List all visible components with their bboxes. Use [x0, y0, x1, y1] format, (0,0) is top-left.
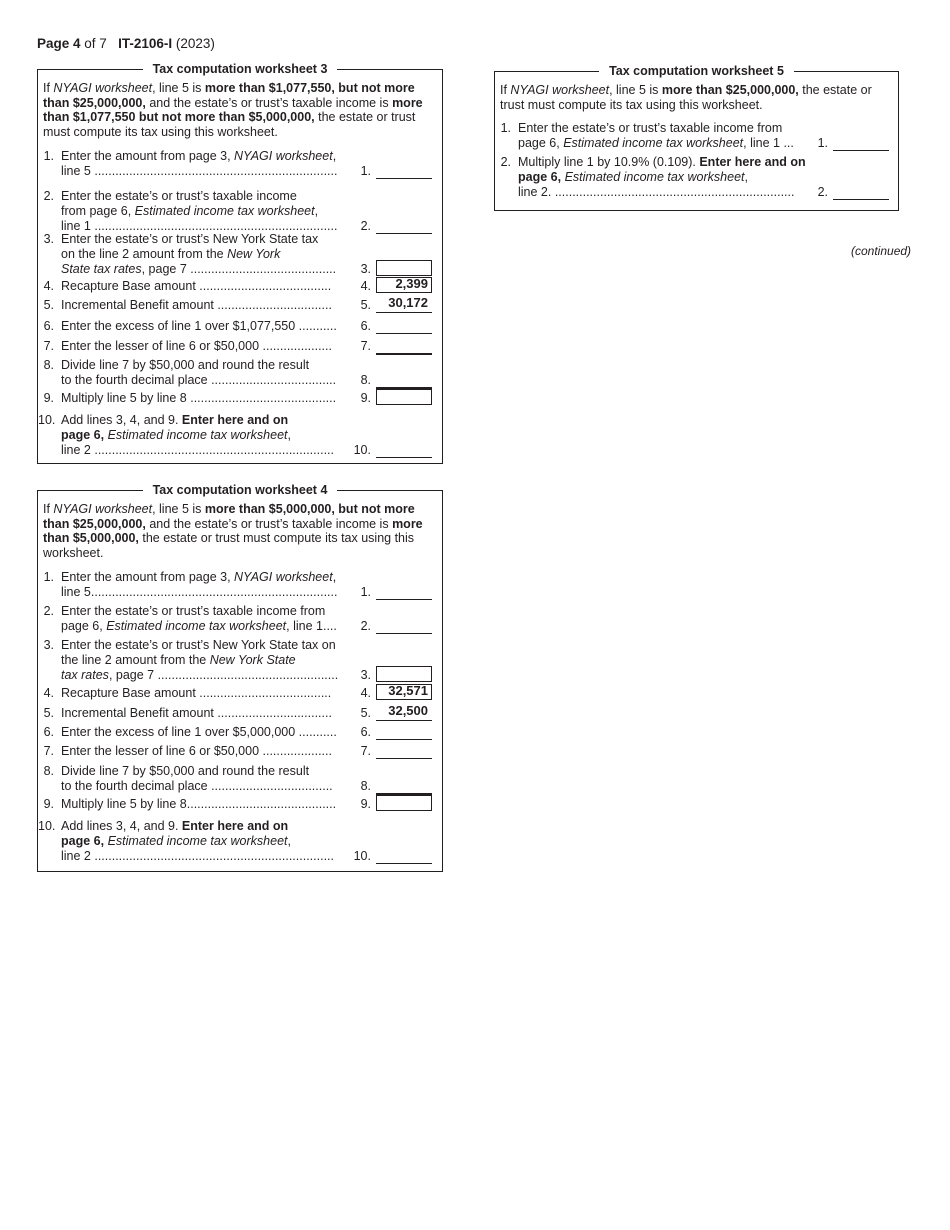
line-text-run: Enter the amount from page 3, — [61, 149, 235, 163]
line-number: 2. — [500, 155, 511, 169]
intro-text-run: the estate or trust must compute its tax using this worksheet. — [43, 531, 415, 560]
line-text — [61, 706, 332, 721]
amount-field[interactable] — [376, 720, 432, 721]
amount-field[interactable] — [376, 739, 432, 740]
line-number: 1. — [43, 149, 54, 163]
amount-field[interactable] — [833, 150, 889, 151]
line-number: 4. — [43, 279, 54, 293]
line-text-run: Recapture Base amount ...................................... — [61, 279, 332, 293]
line-label: 2. — [360, 218, 371, 233]
line-text — [61, 779, 333, 794]
line-text-run: Recapture Base amount ...................................... — [61, 686, 332, 700]
line-label: 8. — [360, 778, 371, 793]
line-text-run: Divide line 7 by $50,000 and round the result — [61, 358, 310, 372]
worksheet-4-title-bar — [38, 483, 442, 497]
form-year: (2023) — [172, 36, 215, 51]
line-number: 6. — [43, 319, 54, 333]
line-label: 6. — [360, 319, 371, 333]
worksheet-5-intro — [500, 83, 894, 112]
line-text-run: Enter the amount from page 3, — [61, 570, 235, 584]
line-text-run: , line 1.... — [286, 618, 337, 633]
line-number: 3. — [43, 638, 54, 652]
line-text-run: to the fourth decimal place .................................... — [61, 372, 337, 387]
amount-box[interactable] — [376, 260, 432, 276]
line-text-run: page 6, — [61, 833, 105, 848]
line-text-run: page 6, — [61, 427, 105, 442]
line-label: 8. — [360, 372, 371, 387]
line-label: 9. — [360, 797, 371, 811]
line-text-run: page 6, — [518, 169, 562, 184]
amount-value: 30,172 — [388, 295, 428, 310]
line-text-run: Multiply line 5 by line 8........................................... — [61, 797, 337, 811]
line-number: 9. — [43, 797, 54, 811]
intro-text-run: NYAGI worksheet — [510, 83, 610, 97]
line-text-run: NYAGI worksheet — [234, 570, 333, 584]
line-label: 9. — [360, 391, 371, 405]
line-text — [61, 443, 334, 458]
intro-text-run: If — [500, 83, 511, 97]
line-text-run: Multiply line 5 by line 8 .......................................... — [61, 391, 337, 405]
line-text-run: , — [314, 203, 319, 218]
line-label: 3. — [360, 261, 371, 276]
amount-box[interactable] — [376, 795, 432, 811]
amount-field[interactable] — [376, 233, 432, 234]
line-text-run: Enter the estate’s or trust’s taxable income from — [518, 121, 783, 135]
continued-note: (continued) — [851, 244, 912, 258]
line-text-run: line 2 ..................................................................... — [61, 848, 334, 863]
amount-box[interactable] — [376, 389, 432, 405]
intro-text-run: more than $5,000,000, — [43, 516, 423, 546]
line-number: 7. — [43, 744, 54, 758]
line-text-run: , — [332, 149, 337, 163]
line-number: 8. — [43, 358, 54, 372]
line-text — [61, 834, 291, 849]
line-text-run: line 1 ...................................................................... — [61, 218, 338, 233]
line-text-run: , — [744, 169, 748, 184]
line-text-run: , — [287, 427, 291, 442]
line-text-run: Estimated income tax worksheet — [564, 169, 745, 184]
line-text-run: Add lines 3, 4, and 9. — [61, 819, 182, 833]
intro-text-run: If — [43, 81, 54, 95]
amount-field[interactable] — [376, 863, 432, 864]
line-text-run: Add lines 3, 4, and 9. — [61, 413, 182, 427]
line-text-run: Enter the lesser of line 6 or $50,000 .................... — [61, 744, 332, 758]
line-text — [61, 358, 309, 373]
intro-text-run: , line 5 is — [609, 83, 662, 97]
intro-text-run: and the estate’s or trust’s taxable income is — [145, 95, 393, 110]
line-text-run: NYAGI worksheet — [234, 149, 333, 163]
page-total: of 7 — [80, 36, 107, 51]
line-label: 7. — [360, 744, 371, 758]
line-text — [61, 189, 297, 204]
line-text — [61, 428, 291, 443]
amount-value: 32,500 — [388, 703, 428, 718]
amount-value: 2,399 — [395, 276, 428, 291]
line-text-run: , — [287, 833, 291, 848]
intro-text-run: more than $5,000,000, but not more than $25,000,000, — [43, 502, 415, 531]
tax-worksheet-5 — [494, 64, 899, 211]
intro-text-run: and the estate’s or trust’s taxable income is — [145, 516, 393, 531]
line-text — [61, 797, 336, 812]
line-text — [61, 604, 325, 619]
line-label: 6. — [360, 725, 371, 739]
line-label: 5. — [360, 706, 371, 720]
line-text — [61, 570, 336, 585]
line-label: 5. — [360, 298, 371, 312]
intro-text-run: more than $1,077,550 but not more than $5,000,000, — [43, 95, 423, 125]
line-text — [61, 668, 338, 683]
line-text-run: Enter here and on — [699, 155, 806, 169]
intro-text-run: If — [43, 502, 54, 516]
line-text-run: New York State — [209, 652, 296, 667]
line-text-run: Estimated income tax worksheet — [107, 833, 288, 848]
intro-text-run: the estate or trust must compute its tax using this worksheet. — [500, 83, 872, 112]
line-text-run: Multiply line 1 by 10.9% (0.109). — [518, 155, 700, 169]
worksheet-5-title: Tax computation worksheet 5 — [599, 64, 794, 78]
line-text — [61, 373, 336, 388]
line-text-run: Enter the estate’s or trust’s New York State tax on — [61, 638, 336, 652]
line-text-run: on the line 2 amount from the — [61, 246, 228, 261]
intro-text-run: the estate or trust must compute its tax using this worksheet. — [43, 110, 416, 139]
line-number: 7. — [43, 339, 54, 353]
line-number: 9. — [43, 391, 54, 405]
amount-field[interactable] — [376, 333, 432, 334]
line-text-run: Incremental Benefit amount ................................. — [61, 298, 332, 312]
line-text-run: , page 7 .......................................... — [141, 261, 337, 276]
line-number: 2. — [43, 604, 54, 618]
line-text — [61, 339, 332, 354]
line-text — [518, 136, 794, 151]
line-text-run: , line 1 ... — [743, 135, 794, 150]
tax-worksheet-3 — [37, 62, 443, 464]
line-text-run: Estimated income tax worksheet — [106, 618, 287, 633]
intro-text-run: , line 5 is — [152, 502, 205, 516]
intro-text-run: more than $25,000,000, — [661, 83, 799, 97]
worksheet-3-title-bar — [38, 62, 442, 76]
line-text — [61, 164, 337, 179]
amount-field[interactable] — [376, 599, 432, 600]
worksheet-5-title-bar — [495, 64, 898, 78]
line-text — [61, 744, 332, 759]
line-number: 4. — [43, 686, 54, 700]
line-text-run: Enter here and on — [181, 413, 289, 427]
intro-text-run: , line 5 is — [152, 81, 205, 95]
line-text — [61, 262, 336, 277]
line-text — [61, 298, 332, 313]
line-text-run: , — [332, 570, 337, 584]
line-number: 3. — [43, 232, 54, 246]
amount-field[interactable] — [376, 457, 432, 458]
line-label: 2. — [360, 618, 371, 633]
line-text-run: Enter the excess of line 1 over $5,000,000 ........... — [61, 725, 337, 739]
line-text-run: , page 7 .................................................... — [108, 667, 339, 682]
amount-field[interactable] — [376, 633, 432, 634]
worksheet-3-intro — [43, 81, 438, 139]
line-text-run: page 6, — [61, 618, 107, 633]
line-text-run: to the fourth decimal place ................................... — [61, 778, 333, 793]
line-text — [61, 819, 288, 834]
line-text — [61, 653, 296, 668]
line-number: 10. — [38, 819, 56, 833]
line-number: 5. — [43, 706, 54, 720]
amount-field[interactable] — [376, 312, 432, 313]
line-text-run: line 2. ..................................................................... — [518, 184, 795, 199]
line-number: 1. — [43, 570, 54, 584]
form-id: IT-2106-I — [118, 36, 173, 51]
line-text — [518, 185, 794, 200]
line-label: 7. — [360, 339, 371, 353]
line-text — [61, 764, 309, 779]
amount-field[interactable] — [833, 199, 889, 200]
line-text-run: from page 6, — [61, 203, 135, 218]
line-text — [61, 204, 318, 219]
line-text — [61, 725, 337, 740]
line-text — [61, 686, 331, 701]
line-number: 10. — [38, 413, 56, 427]
line-text-run: the line 2 amount from the — [61, 652, 210, 667]
line-text — [61, 849, 334, 864]
amount-field[interactable] — [376, 758, 432, 759]
line-text — [61, 149, 336, 164]
worksheet-3-title: Tax computation worksheet 3 — [143, 62, 338, 76]
line-text — [61, 413, 288, 428]
line-number: 2. — [43, 189, 54, 203]
line-text-run: Enter the estate’s or trust’s taxable income — [61, 189, 297, 203]
worksheet-4-intro — [43, 502, 438, 560]
line-text-run: Estimated income tax worksheet — [563, 135, 744, 150]
line-text-run: line 5 ...................................................................... — [61, 163, 338, 178]
line-label: 2. — [817, 184, 828, 199]
line-text — [61, 319, 337, 334]
amount-field[interactable] — [376, 353, 432, 355]
line-text-run: Enter the lesser of line 6 or $50,000 .................... — [61, 339, 332, 353]
line-text-run: New York — [227, 246, 281, 261]
line-text-run: line 2 ..................................................................... — [61, 442, 334, 457]
line-text — [518, 121, 782, 136]
line-text — [61, 391, 336, 406]
line-text — [61, 638, 336, 653]
line-label: 10. — [353, 442, 371, 457]
line-label: 1. — [360, 163, 371, 178]
line-number: 8. — [43, 764, 54, 778]
page-header — [37, 36, 215, 51]
line-label: 1. — [360, 584, 371, 599]
line-label: 4. — [360, 279, 371, 293]
line-text — [61, 279, 331, 294]
line-label: 4. — [360, 686, 371, 700]
line-text-run: Enter the excess of line 1 over $1,077,550 ........... — [61, 319, 337, 333]
line-number: 1. — [500, 121, 511, 135]
line-text-run: page 6, — [518, 135, 564, 150]
line-text-run: Enter the estate’s or trust’s New York State tax — [61, 232, 319, 246]
line-text — [61, 585, 337, 600]
line-text — [61, 247, 280, 262]
line-text-run: Enter the estate’s or trust’s taxable income from — [61, 604, 326, 618]
line-text-run: line 5....................................................................... — [61, 584, 338, 599]
line-text-run: State tax rates — [61, 261, 142, 276]
line-text-run: Incremental Benefit amount ................................. — [61, 706, 332, 720]
line-text — [518, 170, 748, 185]
intro-text-run: more than $1,077,550, but not more than $25,000,000, — [43, 81, 415, 110]
line-text — [61, 232, 318, 247]
intro-text-run: NYAGI worksheet — [53, 502, 153, 516]
intro-text-run: NYAGI worksheet — [53, 81, 153, 95]
amount-value: 32,571 — [388, 683, 428, 698]
line-number: 6. — [43, 725, 54, 739]
amount-box[interactable] — [376, 666, 432, 682]
line-text-run: Estimated income tax worksheet — [107, 427, 288, 442]
line-text — [518, 155, 806, 170]
worksheet-4-title: Tax computation worksheet 4 — [143, 483, 338, 497]
line-text — [61, 619, 337, 634]
line-number: 5. — [43, 298, 54, 312]
line-label: 1. — [817, 135, 828, 150]
line-text-run: Divide line 7 by $50,000 and round the result — [61, 764, 310, 778]
page-number: 4 — [73, 36, 81, 51]
line-text-run: tax rates — [61, 667, 109, 682]
line-label: 3. — [360, 667, 371, 682]
line-text-run: Estimated income tax worksheet — [134, 203, 315, 218]
amount-field[interactable] — [376, 178, 432, 179]
line-text-run: Enter here and on — [181, 819, 289, 833]
page-label: Page — [37, 36, 74, 51]
tax-worksheet-4 — [37, 483, 443, 872]
line-label: 10. — [353, 848, 371, 863]
